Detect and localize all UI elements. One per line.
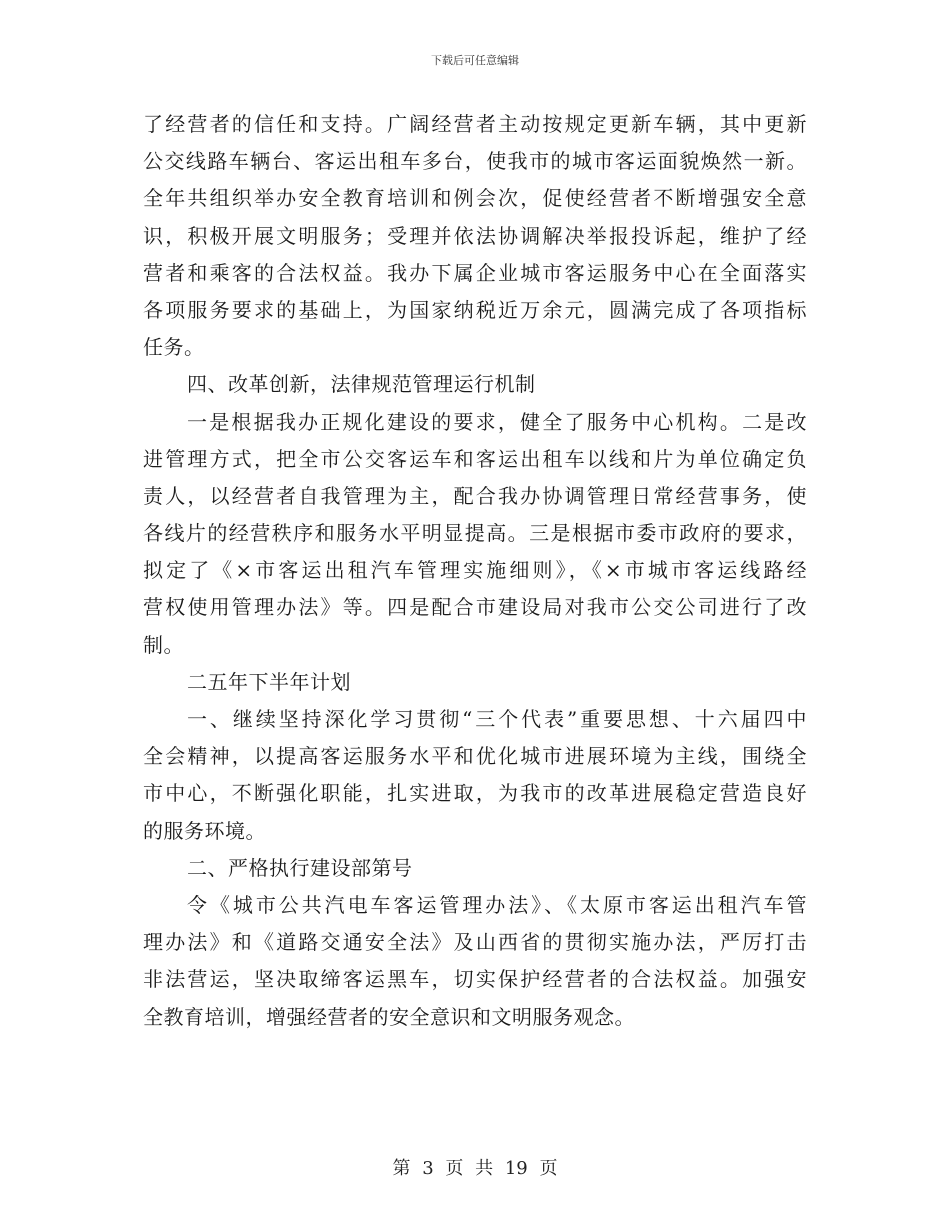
- text-line: 拟定了《×市客运出租汽车管理实施细则》，《×市城市客运线路经: [143, 558, 807, 583]
- text-line: 市中心，不断强化职能，扎实进取，为我市的改革进展稳定营造良好: [143, 781, 807, 806]
- text-line: 一是根据我办正规化建设的要求，健全了服务中心机构。二是改: [187, 409, 807, 434]
- text-line: 营者和乘客的合法权益。我办下属企业城市客运服务中心在全面落实: [143, 260, 807, 285]
- text-line: 识，积极开展文明服务；受理并依法协调解决举报投诉起，维护了经: [143, 223, 807, 248]
- text-line: 各项服务要求的基础上，为国家纳税近万余元，圆满完成了各项指标: [143, 297, 807, 322]
- text-line: 令《城市公共汽电车客运管理办法》、《太原市客运出租汽车管: [187, 892, 807, 917]
- text-line: 一、继续坚持深化学习贯彻“三个代表”重要思想、十六届四中: [187, 707, 807, 731]
- text-line: 各线片的经营秩序和服务水平明显提高。三是根据市委市政府的要求，: [143, 521, 807, 546]
- text-line: 责人，以经营者自我管理为主，配合我办协调管理日常经营事务，使: [143, 483, 807, 508]
- text-line: 全会精神，以提高客运服务水平和优化城市进展环境为主线，围绕全: [143, 744, 807, 769]
- text-line: 非法营运，坚决取缔客运黑车，切实保护经营者的合法权益。加强安: [143, 967, 807, 992]
- text-line: 进管理方式，把全市公交客运车和客运出租车以线和片为单位确定负: [143, 446, 807, 471]
- text-line: 营权使用管理办法》等。四是配合市建设局对我市公交公司进行了改: [143, 595, 807, 620]
- text-line: 制。: [143, 632, 184, 657]
- page-number: 第 3 页 共 19 页: [392, 1158, 558, 1179]
- text-line: 二五年下半年计划: [187, 669, 351, 694]
- text-line: 了经营者的信任和支持。广阔经营者主动按规定更新车辆，其中更新: [143, 112, 807, 136]
- page-header: 下载后可任意编辑: [431, 54, 519, 67]
- text-line: 四、改革创新，法律规范管理运行机制: [187, 372, 536, 397]
- text-line: 二、严格执行建设部第号: [187, 855, 413, 880]
- text-line: 公交线路车辆台、客运出租车多台，使我市的城市客运面貌焕然一新。: [143, 149, 807, 174]
- text-line: 全教育培训，增强经营者的安全意识和文明服务观念。: [143, 1004, 635, 1029]
- text-line: 全年共组织举办安全教育培训和例会次，促使经营者不断增强安全意: [143, 186, 807, 211]
- text-line: 理办法》和《道路交通安全法》及山西省的贯彻实施办法，严厉打击: [143, 930, 807, 955]
- document-body: [143, 106, 807, 1036]
- text-line: 的服务环境。: [143, 818, 266, 843]
- text-line: 任务。: [143, 335, 205, 360]
